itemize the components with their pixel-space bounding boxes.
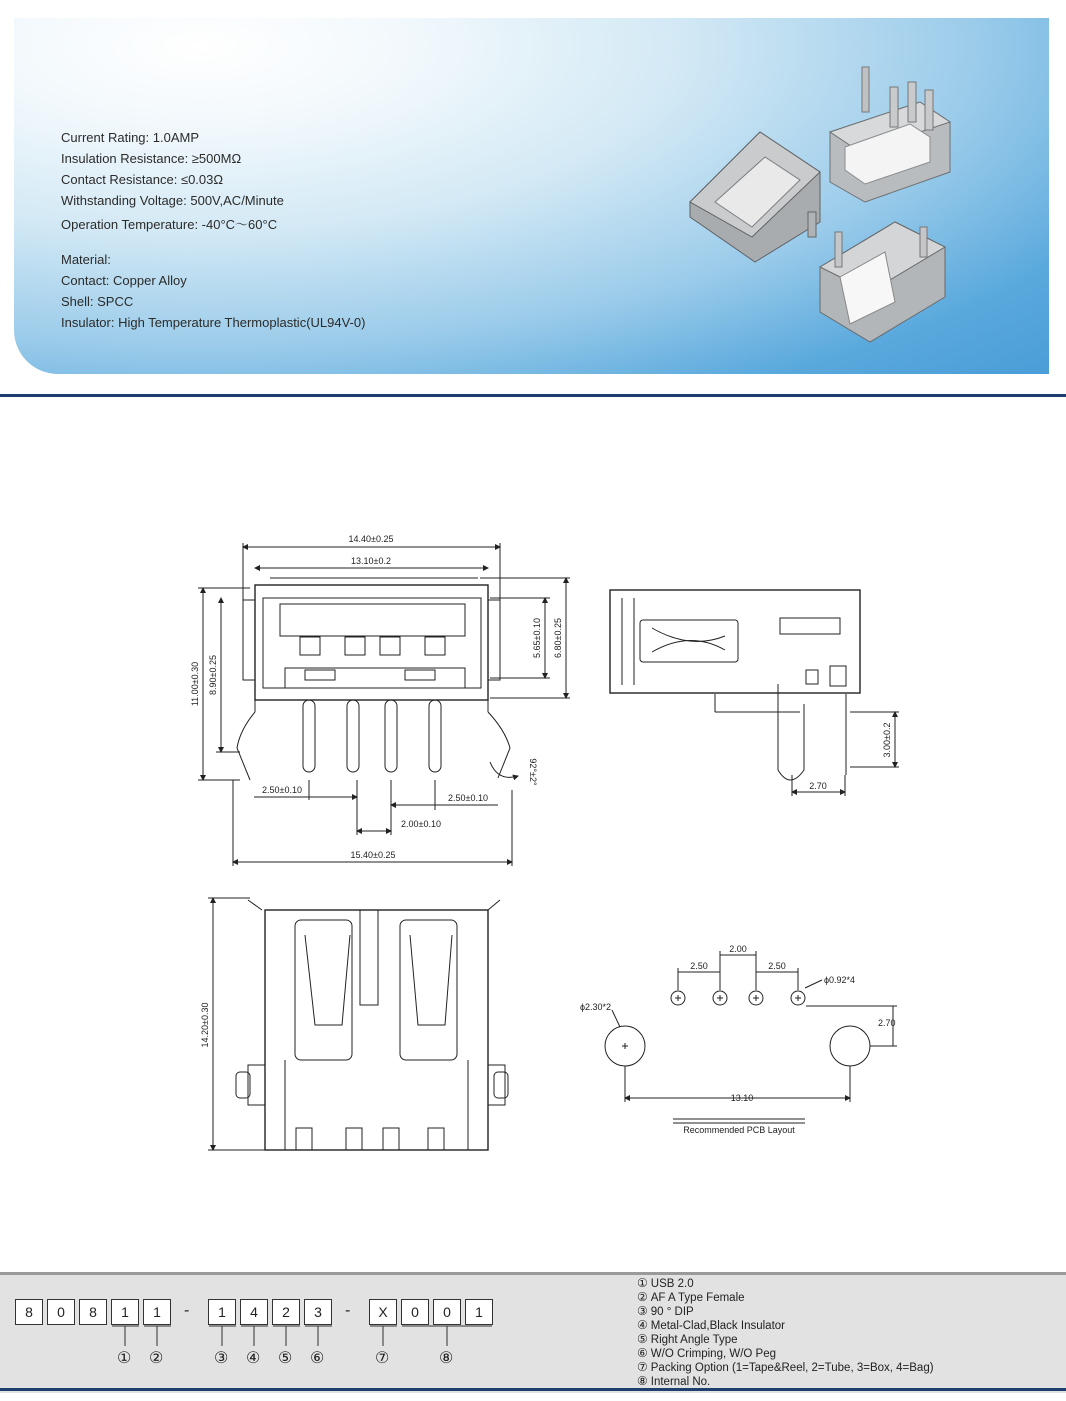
pn-marker: ⑧ [439,1348,454,1367]
part-number-leaders [0,1325,520,1350]
pn-marker: ⑦ [375,1348,390,1367]
legend-item: ③ 90 ° DIP [637,1304,694,1318]
legend-item: ⑥ W/O Crimping, W/O Peg [637,1346,777,1360]
dim-side-leg: 3.00±0.2 [882,722,892,758]
pn-char: 4 [240,1299,268,1325]
pn-char: 8 [15,1299,43,1325]
dim-depth: 14.20±0.30 [200,1002,210,1048]
legend-item: ⑤ Right Angle Type [637,1332,738,1346]
spec-withstanding-voltage: Withstanding Voltage: 500V,AC/Minute [61,193,284,208]
dim-side-offset: 2.70 [809,781,827,791]
pcb-peg-distance: 13.10 [730,1093,754,1103]
connector-image-bottom [820,222,945,342]
pn-char: 1 [143,1299,171,1325]
material-heading: Material: [61,252,111,267]
pn-dash: - [184,1302,190,1319]
pcb-large-hole: ϕ2.30*2 [580,1002,612,1012]
pn-char: 1 [465,1299,493,1325]
pn-char: 3 [304,1299,332,1325]
pn-char: 0 [433,1299,461,1325]
dim-pitch-right: 2.50±0.10 [448,793,488,803]
dim-width-inner: 13.10±0.2 [351,556,391,566]
side-view [610,590,860,780]
material-contact: Contact: Copper Alloy [61,273,187,288]
pn-dash: - [345,1302,351,1319]
spec-contact-resistance: Contact Resistance: ≤0.03Ω [61,172,224,187]
pn-char: 1 [208,1299,236,1325]
spec-operation-temperature: Operation Temperature: -40°C～60°C [61,217,278,232]
dim-pitch-center: 2.00±0.10 [401,819,441,829]
footer-divider [0,1388,1066,1391]
pn-marker: ③ [214,1348,229,1367]
pn-char: 1 [111,1299,139,1325]
dim-peg-span: 15.40±0.25 [350,850,396,860]
dim-height-total: 11.00±0.30 [190,661,200,707]
material-shell: Shell: SPCC [61,294,134,309]
pcb-row-offset: 2.70 [878,1018,896,1028]
pcb-pitch-b: 2.00 [729,944,747,954]
pn-char: 2 [272,1299,300,1325]
pn-marker: ⑥ [310,1348,325,1367]
front-view [237,578,510,780]
pcb-pitch-a: 2.50 [690,961,708,971]
pn-marker: ④ [246,1348,261,1367]
legend-item: ② AF A Type Female [637,1290,745,1304]
pn-char: X [369,1299,397,1325]
pcb-layout-view [605,991,870,1066]
material-insulator: Insulator: High Temperature Thermoplastic(UL94V-0) [61,315,366,330]
pcb-pitch-c: 2.50 [768,961,786,971]
dim-width-overall: 14.40±0.25 [348,534,394,544]
pcb-layout-title: Recommended PCB Layout [683,1125,795,1135]
pn-char: 0 [47,1299,75,1325]
legend-item: ⑦ Packing Option (1=Tape&Reel, 2=Tube, 3=Box, 4=Bag) [637,1360,934,1374]
dim-angle: 92°±2° [528,758,538,786]
dim-height-body: 8.90±0.25 [208,655,218,695]
pn-char: 8 [79,1299,107,1325]
pcb-small-hole: ϕ0.92*4 [824,975,856,985]
connector-image-top [830,67,950,202]
technical-drawing [0,520,1066,1170]
legend-item: ① USB 2.0 [637,1276,694,1290]
legend-item: ⑧ Internal No. [637,1374,711,1388]
product-photo [680,62,970,362]
spec-insulation-resistance: Insulation Resistance: ≥500MΩ [61,151,242,166]
dim-pitch-left: 2.50±0.10 [262,785,302,795]
pn-marker: ⑤ [278,1348,293,1367]
pn-marker: ② [149,1348,164,1367]
connector-image-left [690,132,820,262]
spec-current-rating: Current Rating: 1.0AMP [61,130,200,145]
legend-item: ④ Metal-Clad,Black Insulator [637,1318,785,1332]
pn-marker: ① [117,1348,132,1367]
pn-char: 0 [401,1299,429,1325]
header-divider [0,394,1066,397]
dim-height-opening: 5.65±0.10 [532,618,542,658]
top-view [236,900,508,1150]
dim-height-shell: 6.80±0.25 [553,618,563,658]
